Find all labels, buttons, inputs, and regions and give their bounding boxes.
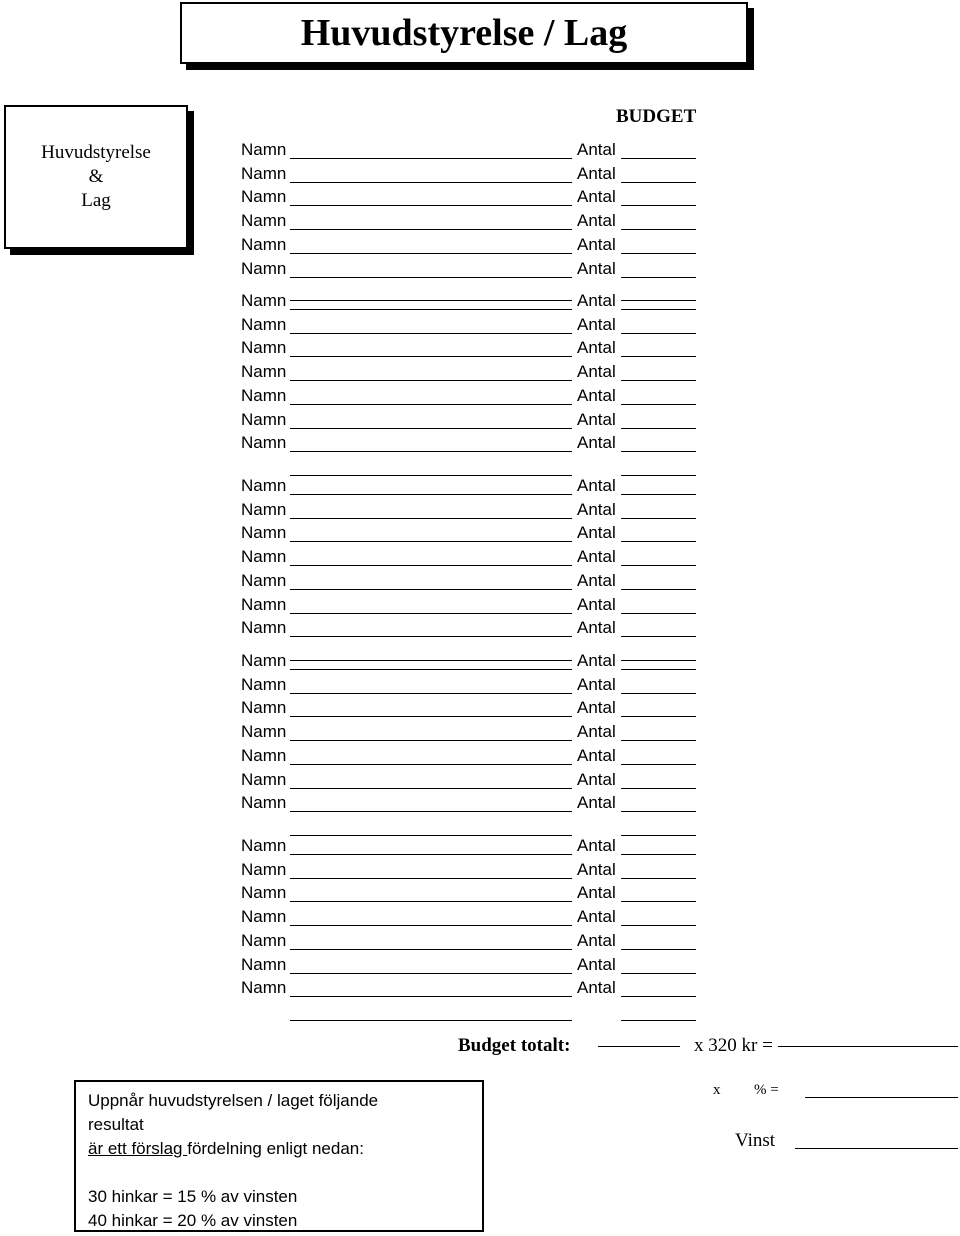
name-input-line[interactable] [290, 788, 572, 789]
entry-row [0, 955, 960, 979]
entry-row [0, 931, 960, 955]
name-input-line[interactable] [290, 973, 572, 974]
name-input-line[interactable] [290, 854, 572, 855]
entry-row [0, 235, 960, 259]
count-label: Antal [577, 433, 616, 453]
name-label: Namn [241, 476, 287, 495]
count-label: Antal [577, 362, 616, 382]
count-label: Antal [577, 499, 616, 519]
budget-result-input[interactable] [778, 1046, 958, 1047]
count-label: Antal [577, 836, 616, 855]
entry-row [0, 164, 960, 188]
count-input-line[interactable] [621, 811, 696, 812]
count-label: Antal [577, 163, 616, 183]
entry-row [0, 187, 960, 211]
name-label: Namn [241, 836, 287, 855]
entry-row [0, 476, 960, 500]
name-input-line[interactable] [290, 996, 572, 997]
name-input-line[interactable] [290, 565, 572, 566]
entry-row [0, 770, 960, 794]
count-input-line[interactable] [621, 1020, 696, 1021]
name-input-line[interactable] [290, 693, 572, 694]
info-line-4: 30 hinkar = 15 % av vinsten [88, 1187, 298, 1206]
name-input-line[interactable] [290, 764, 572, 765]
count-label: Antal [577, 476, 616, 495]
count-label: Antal [577, 907, 616, 927]
entry-row [0, 651, 960, 675]
entry-row [0, 410, 960, 434]
count-input-line[interactable] [621, 716, 696, 717]
name-label: Namn [241, 523, 287, 543]
name-label: Namn [241, 258, 287, 278]
name-label: Namn [241, 338, 287, 358]
entry-row [0, 259, 960, 283]
entry-row [0, 978, 960, 1002]
name-label: Namn [241, 499, 287, 519]
entry-row [0, 860, 960, 884]
name-input-line[interactable] [290, 309, 572, 310]
name-input-line[interactable] [290, 901, 572, 902]
name-input-line[interactable] [290, 669, 572, 670]
name-label: Namn [241, 140, 287, 159]
count-label: Antal [577, 769, 616, 789]
name-input-line[interactable] [290, 541, 572, 542]
count-label: Antal [577, 385, 616, 405]
side-label-line1: Huvudstyrelse [41, 142, 151, 163]
name-label: Namn [241, 314, 287, 334]
name-label: Namn [241, 291, 287, 310]
name-input-line[interactable] [290, 229, 572, 230]
budget-total-label: Budget totalt: [458, 1035, 571, 1056]
name-label: Namn [241, 570, 287, 590]
count-label: Antal [577, 523, 616, 543]
info-line-5: 40 hinkar = 20 % av vinsten [88, 1211, 298, 1230]
count-label: Antal [577, 618, 616, 638]
entry-row [0, 291, 960, 315]
info-box [74, 1080, 484, 1232]
count-label: Antal [577, 570, 616, 590]
count-label: Antal [577, 674, 616, 694]
count-label: Antal [577, 930, 616, 950]
name-input-line[interactable] [290, 205, 572, 206]
page-title-text: Huvudstyrelse / Lag [300, 12, 628, 54]
entry-row [0, 547, 960, 571]
name-input-line[interactable] [290, 636, 572, 637]
name-input-line[interactable] [290, 451, 572, 452]
name-input-line[interactable] [290, 494, 572, 495]
entry-row [0, 746, 960, 770]
count-input-line[interactable] [621, 309, 696, 310]
count-label: Antal [577, 722, 616, 742]
entry-row [0, 595, 960, 619]
name-label: Namn [241, 954, 287, 974]
name-label: Namn [241, 211, 287, 231]
name-input-line[interactable] [290, 949, 572, 950]
budget-header: BUDGET [616, 106, 697, 127]
name-input-line[interactable] [290, 158, 572, 159]
name-label: Namn [241, 769, 287, 789]
name-label: Namn [241, 594, 287, 614]
percent-row [713, 1082, 779, 1099]
entry-row [0, 140, 960, 164]
count-input-line[interactable] [621, 451, 696, 452]
count-input-line[interactable] [621, 380, 696, 381]
name-input-line[interactable] [290, 380, 572, 381]
count-label: Antal [577, 954, 616, 974]
name-label: Namn [241, 793, 287, 813]
count-input-line[interactable] [621, 428, 696, 429]
budget-total-input[interactable] [598, 1046, 680, 1047]
name-input-line[interactable] [290, 1020, 572, 1021]
name-label: Namn [241, 385, 287, 405]
info-line-1: Uppnår huvudstyrelsen / laget följande [88, 1091, 379, 1110]
name-input-line[interactable] [290, 182, 572, 183]
entry-row [0, 907, 960, 931]
name-input-line[interactable] [290, 925, 572, 926]
count-input-line[interactable] [621, 949, 696, 950]
name-label: Namn [241, 978, 287, 998]
name-input-line[interactable] [290, 518, 572, 519]
count-label: Antal [577, 978, 616, 998]
info-line-3-underlined: är ett förslag [88, 1139, 188, 1158]
name-label: Namn [241, 362, 287, 382]
entry-row [0, 338, 960, 362]
side-label-line2: & [88, 166, 104, 187]
count-label: Antal [577, 140, 616, 159]
count-input-line[interactable] [621, 925, 696, 926]
count-input-line[interactable] [621, 205, 696, 206]
name-label: Namn [241, 859, 287, 879]
entry-row [0, 836, 960, 860]
entry-row [0, 883, 960, 907]
name-label: Namn [241, 745, 287, 765]
percent-input[interactable] [805, 1097, 958, 1098]
name-label: Namn [241, 433, 287, 453]
entry-row [0, 571, 960, 595]
name-label: Namn [241, 163, 287, 183]
count-input-line[interactable] [621, 589, 696, 590]
entry-row [0, 433, 960, 457]
entry-row [0, 386, 960, 410]
name-input-line[interactable] [290, 716, 572, 717]
percent-equals: % = [754, 1082, 779, 1098]
entry-row [0, 618, 960, 642]
name-label: Namn [241, 907, 287, 927]
count-input-line[interactable] [621, 693, 696, 694]
count-input-line[interactable] [621, 565, 696, 566]
info-line-2: resultat [88, 1115, 144, 1134]
count-label: Antal [577, 258, 616, 278]
entry-row [0, 500, 960, 524]
count-input-line[interactable] [621, 788, 696, 789]
count-input-line[interactable] [621, 356, 696, 357]
name-label: Namn [241, 618, 287, 638]
name-label: Namn [241, 547, 287, 567]
entry-row [0, 362, 960, 386]
count-input-line[interactable] [621, 636, 696, 637]
count-input-line[interactable] [621, 277, 696, 278]
name-label: Namn [241, 651, 287, 670]
vinst-input[interactable] [795, 1148, 958, 1149]
price-per-unit: x 320 kr = [694, 1035, 773, 1056]
info-line-3 [88, 1137, 470, 1161]
count-input-line[interactable] [621, 973, 696, 974]
name-label: Namn [241, 722, 287, 742]
vinst-label: Vinst [735, 1130, 776, 1151]
count-input-line[interactable] [621, 253, 696, 254]
count-input-line[interactable] [621, 878, 696, 879]
side-label-line3: Lag [81, 190, 111, 211]
name-input-line[interactable] [290, 253, 572, 254]
count-input-line[interactable] [621, 494, 696, 495]
entry-row [0, 523, 960, 547]
name-input-line[interactable] [290, 356, 572, 357]
name-label: Namn [241, 674, 287, 694]
count-input-line[interactable] [621, 518, 696, 519]
percent-x: x [713, 1082, 721, 1098]
page-title [180, 2, 748, 64]
count-label: Antal [577, 291, 616, 310]
count-label: Antal [577, 547, 616, 567]
name-input-line[interactable] [290, 589, 572, 590]
entry-row [0, 315, 960, 339]
count-input-line[interactable] [621, 764, 696, 765]
count-input-line[interactable] [621, 541, 696, 542]
count-input-line[interactable] [621, 229, 696, 230]
name-label: Namn [241, 187, 287, 207]
count-input-line[interactable] [621, 404, 696, 405]
count-label: Antal [577, 211, 616, 231]
count-label: Antal [577, 187, 616, 207]
name-input-line[interactable] [290, 811, 572, 812]
name-label: Namn [241, 698, 287, 718]
count-input-line[interactable] [621, 333, 696, 334]
name-input-line[interactable] [290, 878, 572, 879]
name-label: Namn [241, 409, 287, 429]
count-input-line[interactable] [621, 996, 696, 997]
info-line-3-rest: fördelning enligt nedan: [187, 1139, 364, 1158]
entry-row [0, 698, 960, 722]
count-label: Antal [577, 314, 616, 334]
count-input-line[interactable] [621, 158, 696, 159]
count-label: Antal [577, 698, 616, 718]
count-input-line[interactable] [621, 740, 696, 741]
name-label: Namn [241, 234, 287, 254]
count-label: Antal [577, 859, 616, 879]
name-label: Namn [241, 930, 287, 950]
count-label: Antal [577, 338, 616, 358]
count-label: Antal [577, 793, 616, 813]
entry-row [0, 722, 960, 746]
entry-row [0, 793, 960, 817]
entry-row [0, 211, 960, 235]
count-input-line[interactable] [621, 901, 696, 902]
entry-row [0, 675, 960, 699]
count-label: Antal [577, 651, 616, 670]
count-input-line[interactable] [621, 182, 696, 183]
count-label: Antal [577, 409, 616, 429]
name-input-line[interactable] [290, 277, 572, 278]
count-input-line[interactable] [621, 854, 696, 855]
name-input-line[interactable] [290, 404, 572, 405]
count-input-line[interactable] [621, 669, 696, 670]
name-label: Namn [241, 883, 287, 903]
count-label: Antal [577, 594, 616, 614]
name-input-line[interactable] [290, 333, 572, 334]
count-label: Antal [577, 745, 616, 765]
count-label: Antal [577, 883, 616, 903]
name-input-line[interactable] [290, 613, 572, 614]
name-input-line[interactable] [290, 740, 572, 741]
count-label: Antal [577, 234, 616, 254]
name-input-line[interactable] [290, 428, 572, 429]
count-input-line[interactable] [621, 613, 696, 614]
